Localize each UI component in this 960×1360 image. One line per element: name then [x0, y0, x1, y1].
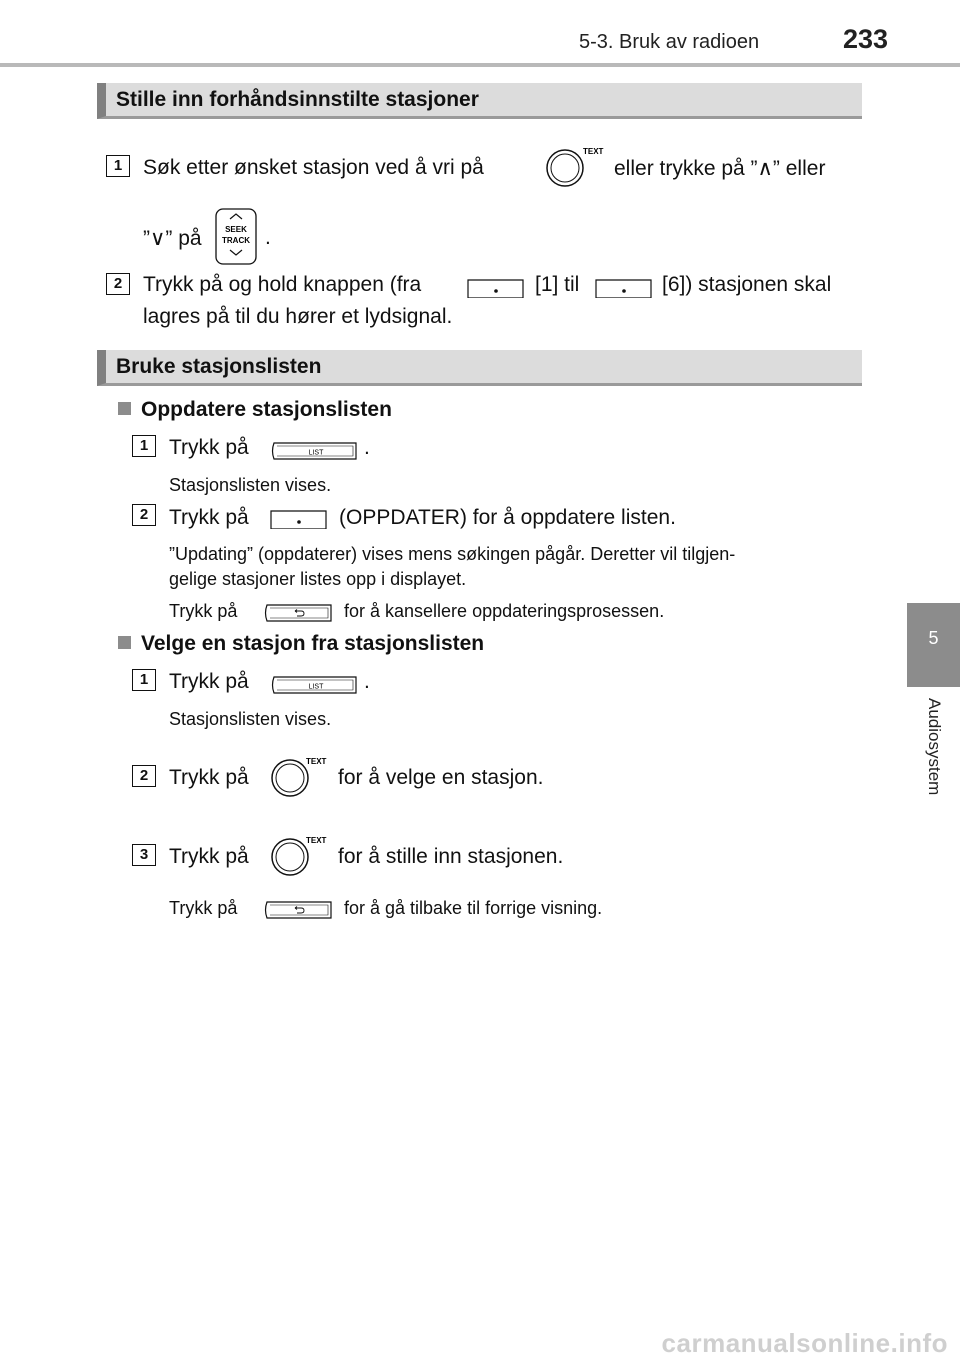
subsection-heading: Velge en stasjon fra stasjonslisten	[118, 632, 484, 656]
step-text: Søk etter ønsket stasjon ved å vri på	[143, 156, 484, 179]
step-number: 2	[132, 504, 156, 526]
tune-knob-icon	[270, 832, 334, 880]
step-text-end: .	[364, 436, 370, 459]
step-text-cont: eller trykke på ”∧” eller	[614, 157, 826, 180]
step-number: 2	[106, 273, 130, 295]
list-label: LIST	[308, 449, 324, 457]
step-text: Trykk på	[169, 766, 249, 789]
step-note: Trykk på	[169, 898, 238, 918]
knob-label: TEXT	[583, 147, 604, 156]
preset-button-icon	[466, 278, 526, 298]
tune-knob-icon	[546, 143, 606, 191]
section-bar-station-list	[97, 350, 862, 386]
section-heading: Bruke stasjonslisten	[116, 355, 322, 378]
list-button-icon	[270, 675, 358, 695]
back-button-icon	[264, 603, 334, 623]
tune-knob-icon	[270, 753, 334, 801]
step-note: Stasjonslisten vises.	[169, 709, 332, 729]
header-divider	[0, 63, 960, 67]
step-text: Trykk på	[169, 436, 249, 459]
step-note-line1: ”Updating” (oppdaterer) vises mens søkingen pågår. Deretter vil tilgjen-	[169, 544, 736, 564]
chapter-label: Audiosystem	[925, 698, 944, 796]
step-text-cont: for å stille inn stasjonen.	[338, 845, 564, 868]
step-text: Trykk på og hold knappen (fra	[143, 273, 422, 296]
seek-label: SEEK	[225, 225, 247, 234]
step-number: 2	[132, 765, 156, 787]
subsection-heading: Oppdatere stasjonslisten	[118, 398, 392, 422]
down-arrow: ∨	[150, 227, 166, 250]
section-heading: Stille inn forhåndsinnstilte stasjoner	[116, 88, 479, 111]
knob-label: TEXT	[306, 836, 327, 845]
step-note-cont: for å gå tilbake til forrige visning.	[344, 898, 603, 918]
step-text: Trykk på	[169, 506, 249, 529]
step-number: 1	[106, 155, 130, 177]
bullet-square-icon	[118, 636, 131, 649]
step-text-cont: for å velge en stasjon.	[338, 766, 544, 789]
bullet-square-icon	[118, 402, 131, 415]
seek-track-button-icon	[215, 208, 259, 266]
step-note: Trykk på	[169, 601, 238, 621]
step-text-line2: lagres på til du hører et lydsignal.	[143, 305, 453, 328]
watermark: carmanualsonline.info	[661, 1328, 948, 1358]
knob-label: TEXT	[306, 757, 327, 766]
step-note-cont: for å kansellere oppdateringsprosessen.	[344, 601, 665, 621]
track-label: TRACK	[222, 236, 250, 245]
step-text-cont: [1] til	[535, 273, 580, 296]
step-text: Trykk på	[169, 670, 249, 693]
step-number: 1	[132, 435, 156, 457]
step-note: Stasjonslisten vises.	[169, 475, 332, 495]
step-note-line2: gelige stasjoner listes opp i displayet.	[169, 569, 467, 589]
step-number: 3	[132, 844, 156, 866]
step-text-cont-2: ”∨” på	[143, 227, 202, 250]
up-arrow: ∧	[757, 157, 773, 180]
step-number: 1	[132, 669, 156, 691]
step-text-end: .	[364, 670, 370, 693]
list-label: LIST	[308, 683, 324, 691]
update-button-icon	[269, 509, 329, 529]
chapter-tab[interactable]: 5	[907, 603, 960, 687]
section-title: 5-3. Bruk av radioen	[579, 31, 760, 53]
step-text-cont: [6]) stasjonen skal	[662, 273, 832, 296]
step-text: Trykk på	[169, 845, 249, 868]
back-button-icon	[264, 900, 334, 920]
section-bar-preset	[97, 83, 862, 119]
page-number: 233	[843, 24, 889, 54]
step-text-end: .	[265, 226, 271, 249]
list-button-icon	[270, 441, 358, 461]
preset-button-icon	[594, 278, 654, 298]
step-text-cont: (OPPDATER) for å oppdatere listen.	[339, 506, 676, 529]
